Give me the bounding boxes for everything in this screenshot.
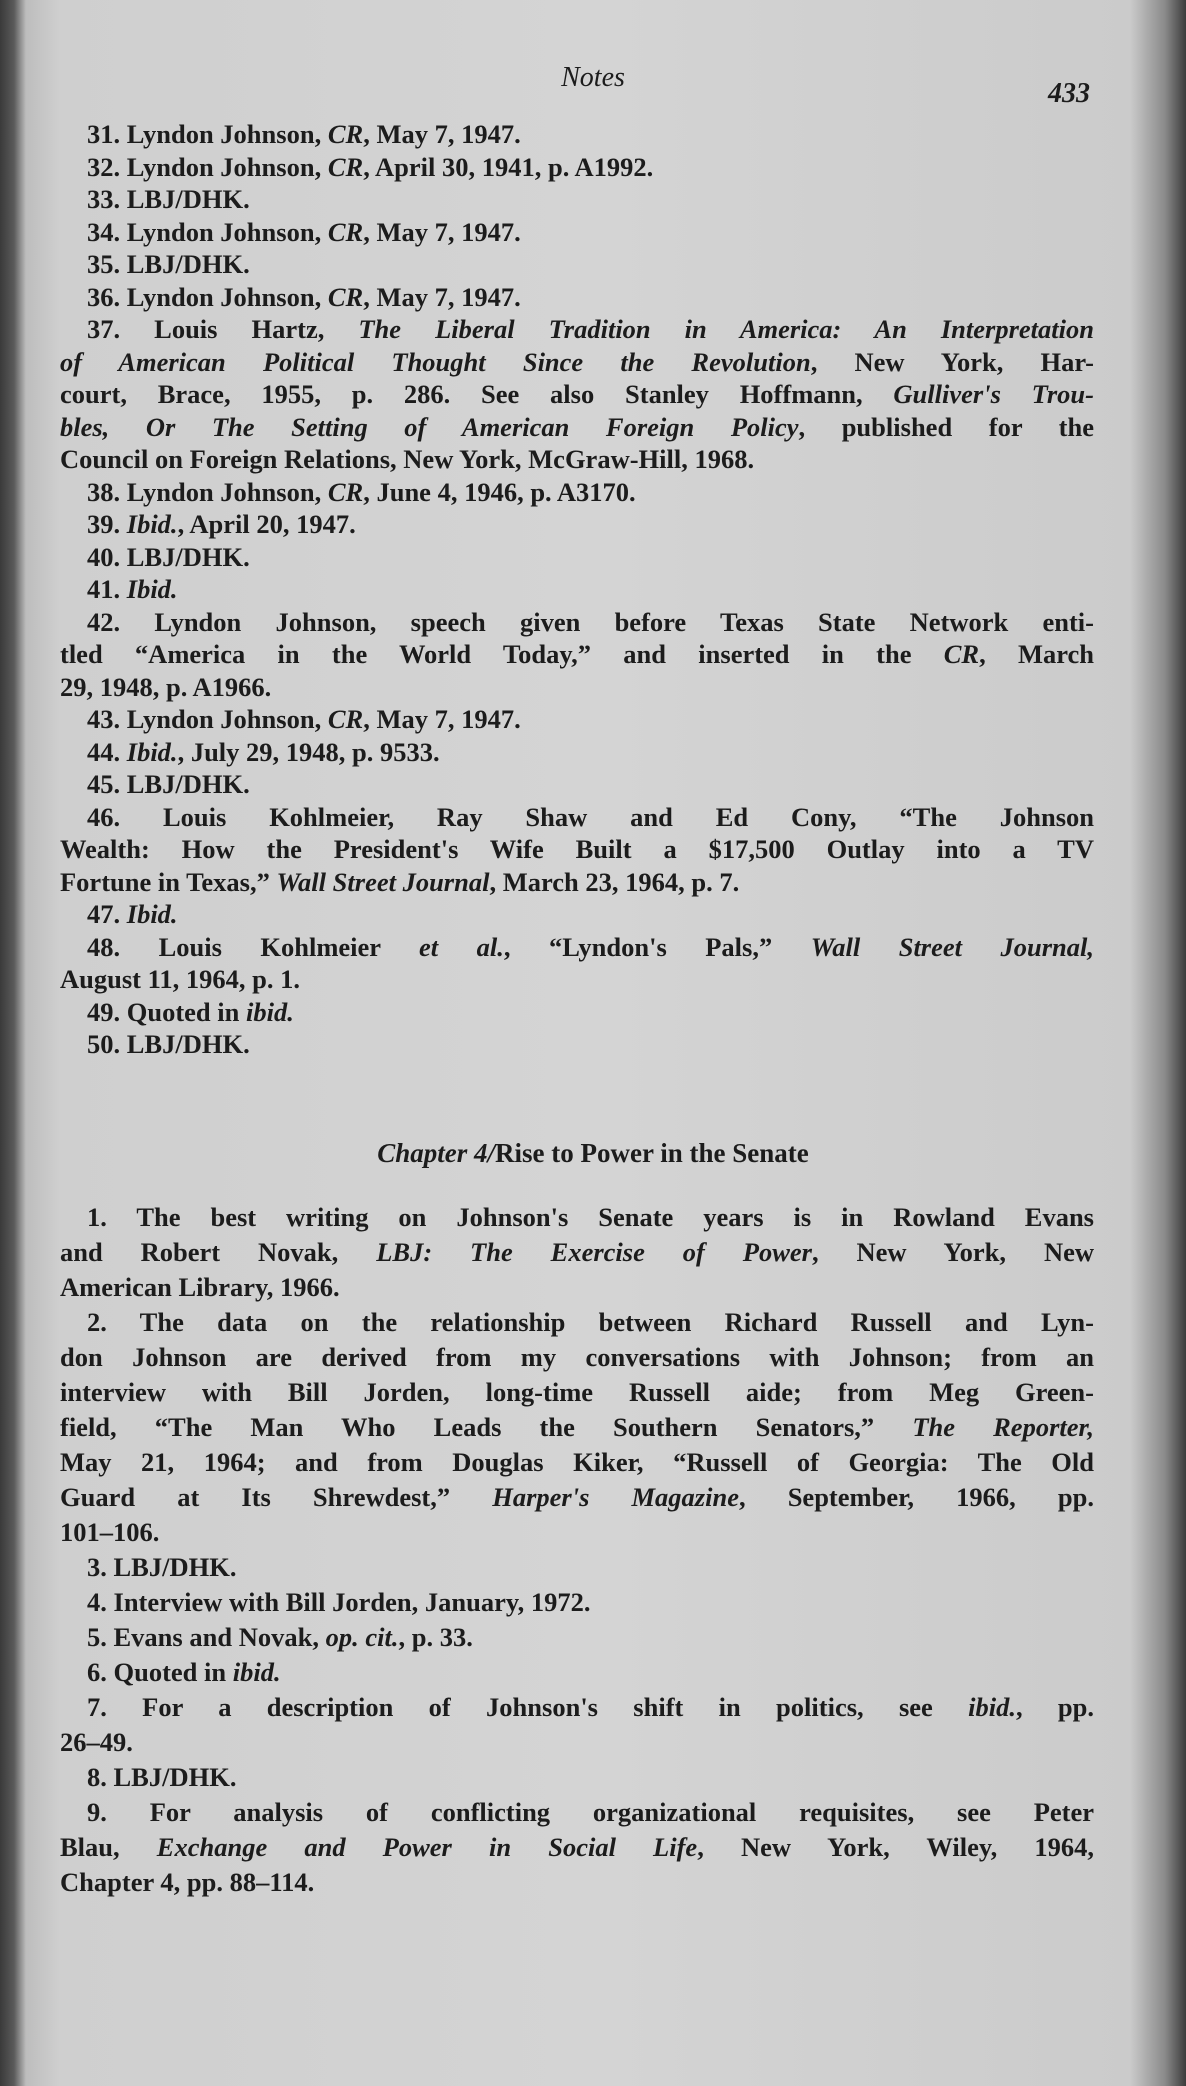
note-line: [60, 638, 1094, 671]
text: Wealth: How the President's Wife Built a $17,500 Outlay into a TV: [60, 834, 1094, 864]
text: 5. Evans and Novak,: [87, 1622, 326, 1652]
text: and Robert Novak,: [60, 1237, 377, 1267]
note-line: [60, 1480, 1094, 1515]
italic-text: of American Political Thought Since the Revolution: [60, 346, 811, 377]
note-line: [60, 573, 1094, 606]
italic-text: CR: [327, 281, 364, 312]
note-item: [60, 1655, 1094, 1690]
note-line: [60, 443, 1094, 476]
note-item: [60, 508, 1094, 541]
text: 49. Quoted in: [87, 996, 247, 1027]
italic-text: ibid.: [246, 996, 294, 1027]
note-line: [60, 801, 1094, 834]
italic-text: Harper's Magazine: [492, 1482, 739, 1512]
text: , New York, Har-: [810, 346, 1094, 377]
text: 7. For a description of Johnson's shift in politics, see: [87, 1692, 969, 1722]
italic-text: CR: [327, 151, 364, 182]
italic-text: bles, Or The Setting of American Foreign Policy: [60, 411, 799, 442]
italic-text: The Reporter,: [912, 1412, 1094, 1442]
note-line: [60, 1028, 1094, 1061]
text: , April 30, 1941, p. A1992.: [363, 151, 654, 182]
note-line: [60, 476, 1094, 509]
italic-text: Ibid.: [126, 509, 178, 539]
italic-text: et al.: [419, 931, 504, 962]
page-number: 433: [1048, 78, 1090, 109]
text: field, “The Man Who Leads the Southern Senators,”: [60, 1412, 913, 1442]
text: American Library, 1966.: [60, 1272, 340, 1302]
note-item: [60, 1690, 1094, 1760]
note-item: [60, 313, 1094, 476]
note-line: [60, 898, 1094, 931]
note-line: [60, 1305, 1094, 1340]
text: 43. Lyndon Johnson,: [87, 704, 328, 734]
text: 44.: [87, 736, 127, 767]
note-line: [60, 378, 1094, 411]
note-item: [60, 573, 1094, 606]
note-item: [60, 1585, 1094, 1620]
note-item: [60, 768, 1094, 801]
note-item: [60, 1200, 1094, 1305]
note-line: [60, 411, 1094, 444]
text: 32. Lyndon Johnson,: [87, 151, 328, 182]
text: 101–106.: [60, 1517, 160, 1547]
note-line: [60, 313, 1094, 346]
text: , March 23, 1964, p. 7.: [489, 866, 740, 897]
note-line: [60, 1830, 1094, 1865]
note-line: [60, 1235, 1094, 1270]
note-line: [60, 703, 1094, 736]
italic-text: Wall Street Journal,: [810, 931, 1094, 962]
text: , May 7, 1947.: [363, 119, 521, 149]
text: 26–49.: [60, 1727, 133, 1757]
notes-list-chapter-3: [60, 118, 1094, 1061]
italic-text: CR: [327, 119, 364, 149]
text: , May 7, 1947.: [363, 216, 521, 247]
note-line: [60, 118, 1094, 151]
note-line: [60, 736, 1094, 769]
note-item: [60, 703, 1094, 736]
text: don Johnson are derived from my conversations with Johnson; from an: [60, 1342, 1094, 1372]
note-line: [60, 508, 1094, 541]
italic-text: CR: [943, 639, 980, 669]
italic-text: Exchange and Power in Social Life: [156, 1832, 698, 1862]
note-line: [60, 541, 1094, 574]
note-line: [60, 216, 1094, 249]
text: August 11, 1964, p. 1.: [60, 964, 301, 994]
text: , published for the: [798, 411, 1094, 442]
note-item: [60, 1620, 1094, 1655]
text: 34. Lyndon Johnson,: [87, 216, 328, 247]
note-item: [60, 931, 1094, 996]
note-line: [60, 671, 1094, 704]
note-line: [60, 833, 1094, 866]
note-line: [60, 1760, 1094, 1795]
text: 8. LBJ/DHK.: [87, 1762, 237, 1792]
note-line: [60, 1620, 1094, 1655]
text: May 21, 1964; and from Douglas Kiker, “Russell of Georgia: The Old: [60, 1447, 1094, 1477]
note-line: [60, 1410, 1094, 1445]
note-item: [60, 606, 1094, 704]
text: 29, 1948, p. A1966.: [60, 671, 272, 702]
italic-text: Ibid.: [126, 574, 178, 604]
text: , May 7, 1947.: [363, 704, 521, 734]
italic-text: Ibid.: [126, 899, 178, 929]
text: 42. Lyndon Johnson, speech given before Texas State Network enti-: [87, 606, 1094, 637]
note-item: [60, 1028, 1094, 1061]
note-line: [60, 866, 1094, 899]
italic-text: op. cit.: [325, 1622, 399, 1652]
italic-text: Ibid.: [126, 736, 178, 767]
note-item: [60, 118, 1094, 151]
text: 33. LBJ/DHK.: [87, 184, 250, 214]
text: 46. Louis Kohlmeier, Ray Shaw and Ed Cony, “The Johnson: [87, 801, 1094, 832]
text: , May 7, 1947.: [363, 281, 521, 312]
text: Council on Foreign Relations, New York, McGraw-Hill, 1968.: [60, 444, 755, 474]
text: Fortune in Texas,”: [60, 866, 277, 897]
text: 36. Lyndon Johnson,: [87, 281, 328, 312]
note-line: [60, 1655, 1094, 1690]
note-item: [60, 216, 1094, 249]
note-line: [60, 248, 1094, 281]
text: , New York, Wiley, 1964,: [697, 1832, 1094, 1862]
note-line: [60, 931, 1094, 964]
italic-text: CR: [327, 704, 364, 734]
note-item: [60, 801, 1094, 899]
italic-text: LBJ: The Exercise of Power: [376, 1237, 812, 1267]
note-line: [60, 1725, 1094, 1760]
note-item: [60, 476, 1094, 509]
note-line: [60, 1445, 1094, 1480]
text: 48. Louis Kohlmeier: [87, 931, 420, 962]
italic-text: The Liberal Tradition in America: An Interpretation: [358, 314, 1094, 344]
text: 2. The data on the relationship between Richard Russell and Lyn-: [87, 1307, 1094, 1337]
italic-text: ibid.: [968, 1692, 1016, 1722]
text: court, Brace, 1955, p. 286. See also Stanley Hoffmann,: [60, 379, 894, 409]
text: Chapter 4, pp. 88–114.: [60, 1867, 315, 1897]
text: Guard at Its Shrewdest,”: [60, 1482, 493, 1512]
text: , July 29, 1948, p. 9533.: [177, 736, 440, 767]
note-line: [60, 768, 1094, 801]
text: 38. Lyndon Johnson,: [87, 476, 328, 507]
text: Blau,: [60, 1832, 157, 1862]
text: 6. Quoted in: [87, 1657, 233, 1687]
note-line: [60, 151, 1094, 184]
note-line: [60, 996, 1094, 1029]
note-line: [60, 606, 1094, 639]
note-line: [60, 1515, 1094, 1550]
text: 39.: [87, 509, 127, 539]
note-item: [60, 1305, 1094, 1550]
chapter-title: Rise to Power in the Senate: [495, 1138, 809, 1168]
note-line: [60, 1200, 1094, 1235]
text: 1. The best writing on Johnson's Senate years is in Rowland Evans: [87, 1202, 1094, 1232]
chapter-heading: [0, 1138, 1186, 1169]
note-line: [60, 183, 1094, 216]
note-line: [60, 1550, 1094, 1585]
text: 35. LBJ/DHK.: [87, 249, 250, 279]
notes-list-chapter-4: [60, 1200, 1094, 1900]
note-line: [60, 1690, 1094, 1725]
note-line: [60, 1340, 1094, 1375]
text: tled “America in the World Today,” and inserted in the: [60, 639, 944, 669]
text: 3. LBJ/DHK.: [87, 1552, 237, 1582]
text: , April 20, 1947.: [177, 509, 356, 539]
note-line: [60, 1865, 1094, 1900]
note-line: [60, 1795, 1094, 1830]
note-line: [60, 1270, 1094, 1305]
text: , September, 1966, pp.: [738, 1482, 1094, 1512]
text: , New York, New: [811, 1237, 1094, 1267]
text: 4. Interview with Bill Jorden, January, 1972.: [87, 1587, 591, 1617]
italic-text: Gulliver's Trou-: [893, 379, 1094, 409]
italic-text: CR: [327, 216, 364, 247]
text: 41.: [87, 574, 127, 604]
text: 37. Louis Hartz,: [87, 314, 359, 344]
italic-text: CR: [327, 476, 364, 507]
note-item: [60, 996, 1094, 1029]
text: , pp.: [1015, 1692, 1094, 1722]
text: 9. For analysis of conflicting organizational requisites, see Peter: [87, 1797, 1094, 1827]
italic-text: ibid.: [232, 1657, 281, 1687]
text: interview with Bill Jorden, long-time Russell aide; from Meg Green-: [60, 1377, 1094, 1407]
note-line: [60, 1585, 1094, 1620]
note-line: [60, 963, 1094, 996]
text: , p. 33.: [398, 1622, 473, 1652]
note-item: [60, 1795, 1094, 1900]
italic-text: Wall Street Journal: [276, 866, 490, 897]
note-item: [60, 541, 1094, 574]
note-line: [60, 346, 1094, 379]
running-header-title: Notes: [561, 62, 625, 93]
text: 45. LBJ/DHK.: [87, 769, 250, 799]
text: 40. LBJ/DHK.: [87, 541, 250, 572]
text: , March: [979, 639, 1094, 669]
text: 47.: [87, 899, 127, 929]
note-item: [60, 281, 1094, 314]
note-item: [60, 898, 1094, 931]
note-item: [60, 151, 1094, 184]
note-line: [60, 1375, 1094, 1410]
note-item: [60, 1550, 1094, 1585]
note-line: [60, 281, 1094, 314]
note-item: [60, 183, 1094, 216]
note-item: [60, 736, 1094, 769]
note-item: [60, 248, 1094, 281]
note-item: [60, 1760, 1094, 1795]
chapter-label: Chapter 4/: [377, 1138, 496, 1168]
text: 50. LBJ/DHK.: [87, 1029, 250, 1059]
text: 31. Lyndon Johnson,: [87, 119, 328, 149]
text: , “Lyndon's Pals,”: [503, 931, 811, 962]
text: , June 4, 1946, p. A3170.: [363, 476, 636, 507]
